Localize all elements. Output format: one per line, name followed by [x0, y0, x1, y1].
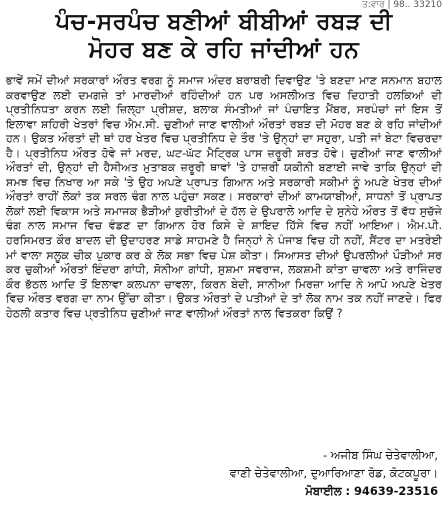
author-address: ਵਾਣੀ ਚੇਤੇਵਾਲੀਆ, ਦੁਆਰਿਆਣਾ ਰੋਡ, ਕੋਟਕਪੂਰਾ। [229, 466, 438, 480]
header-reference: ਤ:ਵਾਰ | 98.. 33210 [362, 0, 442, 10]
article-body [6, 74, 442, 321]
article-title [0, 8, 448, 64]
author-name: - ਅਜੀਬ ਸਿੰਘ ਚੇਤੇਵਾਲੀਆ, [323, 448, 438, 462]
title-line-1: ਪੰਚ-ਸਰਪੰਚ ਬਣੀਆਂ ਬੀਬੀਆਂ ਰਬੜ ਦੀ [55, 9, 393, 35]
author-phone: ਮੋਬਾਈਲ : 94639-23516 [305, 484, 438, 498]
body-paragraph: ਭਾਵੇਂ ਸਮੇਂ ਦੀਆਂ ਸਰਕਾਰਾਂ ਔਰਤ ਵਰਗ ਨੂੰ ਸਮਾਜ ਅੰਦਰ ਬਰਾਬਰੀ ਦਿਵਾਉਣ 'ਤੇ ਬਣਦਾ ਮਾਣ ਸਨਮਾਨ ਬਹਾਲ ਕਰਵਾਉਣ ਲਈ ਦਮਗਜ਼ੇ ਤਾਂ ਮਾਰਦੀਆਂ ਰਹਿੰਦੀਆਂ ਹਨ ਪਰ ਅਸਲੀਅਤ ਵਿਚ ਦਿਹਾਤੀ ਹਲਕਿਆਂ ਦੀ ਪ੍ਰਤੀਨਿਧਤਾ ਕਰਨ ਲਈ ਜ਼ਿਲ੍ਹਾ ਪ੍ਰੀਸ਼ਦ, ਬਲਾਕ ਸੰਮਤੀਆਂ ਜਾਂ ਪੰਚਾਇਤ ਮੈਂਬਰ, ਸਰਪੰਚਾਂ ਜਾਂ ਇਸ ਤੋਂ ਇਲਾਵਾ ਸ਼ਹਿਰੀ ਖੇਤਰਾਂ ਵਿਚ ਐਮ.ਸੀ. ਚੁਣੀਆਂ ਜਾਣ ਵਾਲੀਆਂ ਔਰਤਾਂ ਰਬੜ ਦੀ ਮੋਹਰ ਬਣ ਕੇ ਰਹਿ ਜਾਂਦੀਆਂ ਹਨ। ਉਕਤ ਔਰਤਾਂ ਦੀ ਥਾਂ ਹਰ ਖੇਤਰ ਵਿਚ ਪ੍ਰਤੀਨਿਧ ਦੇ ਤੌਰ 'ਤੇ ਉਨ੍ਹਾਂ ਦਾ ਸਹੁਰਾ, ਪਤੀ ਜਾਂ ਬੇਟਾ ਵਿਚਰਦਾ ਹੈ। ਪ੍ਰਤੀਨਿਧ ਔਰਤ ਹੋਵੇ ਜਾਂ ਮਰਦ, ਘਟ-ਘੱਟ ਮੈਟ੍ਰਿਕ ਪਾਸ ਜ਼ਰੂਰੀ ਸ਼ਰਤ ਹੋਵੇ। ਚੁਣੀਆਂ ਜਾਣ ਵਾਲੀਆਂ ਔਰਤਾਂ ਦੀ, ਉਨ੍ਹਾਂ ਦੀ ਹੈਸੀਅਤ ਮੁਤਾਬਕ ਜ਼ਰੂਰੀ ਥਾਵਾਂ 'ਤੇ ਹਾਜ਼ਰੀ ਯਕੀਨੀ ਬਣਾਈ ਜਾਵੇ ਤਾਕਿ ਉਨ੍ਹਾਂ ਦੀ ਸਮਝ ਵਿਚ ਨਿਖਾਰ ਆ ਸਕੇ 'ਤੇ ਉਹ ਅਪਣੇ ਪ੍ਰਾਪਤ ਗਿਆਨ ਅਤੇ ਸਰਕਾਰੀ ਸਕੀਮਾਂ ਨੂੰ ਅਪਣੇ ਖੇਤਰ ਦੀਆਂ ਔਰਤਾਂ ਰਾਹੀਂ ਲੋਕਾਂ ਤਕ ਸਰਲ ਢੰਗ ਨਾਲ ਪਹੁੰਚਾ ਸਕਣ। ਸਰਕਾਰਾਂ ਦੀਆਂ ਕਾਮਯਾਬੀਆਂ, ਸਾਧਨਾਂ ਤੋਂ ਪ੍ਰਾਪਤ ਲੋਕਾਂ ਲਈ ਵਿਕਾਸ ਅਤੇ ਸਮਾਜਕ ਭੈੜੀਆਂ ਕੁਰੀਤੀਆਂ ਦੇ ਹੱਲ ਦੇ ਉਪਰਾਲੇ ਆਦਿ ਦੇ ਸੁਨੇਹੇ ਔਰਤ ਤੋਂ ਵੱਧ ਸੁਚੱਜੇ ਢੰਗ ਨਾਲ ਸਮਾਜ ਵਿਚ ਵੰਡਣ ਦਾ ਗਿਆਨ ਹੋਰ ਕਿਸੇ ਦੇ ਸ਼ਾਇਦ ਹਿੱਸੇ ਵਿਚ ਨਹੀਂ ਆਇਆ। ਐਮ.ਪੀ. ਹਰਸਿਮਰਤ ਕੌਰ ਬਾਦਲ ਦੀ ਉਦਾਹਰਣ ਸਾਡੇ ਸਾਹਮਣੇ ਹੈ ਜਿਨ੍ਹਾਂ ਨੇ ਪੰਜਾਬ ਵਿਚ ਹੀ ਨਹੀਂ, ਸੈਂਟਰ ਦਾ ਮਤਰੇਈ ਮਾਂ ਵਾਲਾ ਸਲੂਕ ਚੀਕ ਪੁਕਾਰ ਕਰ ਕੇ ਲੋਕ ਸਭਾ ਵਿਚ ਪੇਸ਼ ਕੀਤਾ। ਸਿਆਸਤ ਦੀਆਂ ਉਪਰਲੀਆਂ ਪੌੜੀਆਂ ਸਰ ਕਰ ਚੁਕੀਆਂ ਔਰਤਾਂ ਇੰਦਰਾ ਗਾਂਧੀ, ਸੋਨੀਆ ਗਾਂਧੀ, ਸੁਸ਼ਮਾ ਸਵਰਾਜ, ਲਕਸ਼ਮੀ ਕਾਂਤਾ ਚਾਵਲਾ ਅਤੇ ਰਾਜਿੰਦਰ ਕੌਰ ਭੱਠਲ ਆਦਿ ਤੋਂ ਇਲਾਵਾ ਕਲਪਨਾ ਚਾਵਲਾ, ਕਿਰਨ ਬੇਦੀ, ਸਾਨੀਆ ਮਿਰਜ਼ਾ ਆਦਿ ਨੇ ਆਪੋ ਅਪਣੇ ਖੇਤਰ ਵਿਚ ਔਰਤ ਵਰਗ ਦਾ ਨਾਮ ਉੱਚਾ ਕੀਤਾ। ਉਕਤ ਔਰਤਾਂ ਦੇ ਪਤੀਆਂ ਦੇ ਤਾਂ ਲੋਕ ਨਾਮ ਤਕ ਨਹੀਂ ਜਾਣਦੇ। ਫਿਰ ਹੇਠਲੀ ਕਤਾਰ ਵਿਚ ਪ੍ਰਤੀਨਿਧ ਚੁਣੀਆਂ ਜਾਣ ਵਾਲੀਆਂ ਔਰਤਾਂ ਨਾਲ ਵਿਤਕਰਾ ਕਿਉਂ ? [6, 74, 442, 320]
title-line-2: ਮੋਹਰ ਬਣ ਕੇ ਰਹਿ ਜਾਂਦੀਆਂ ਹਨ [88, 37, 360, 63]
